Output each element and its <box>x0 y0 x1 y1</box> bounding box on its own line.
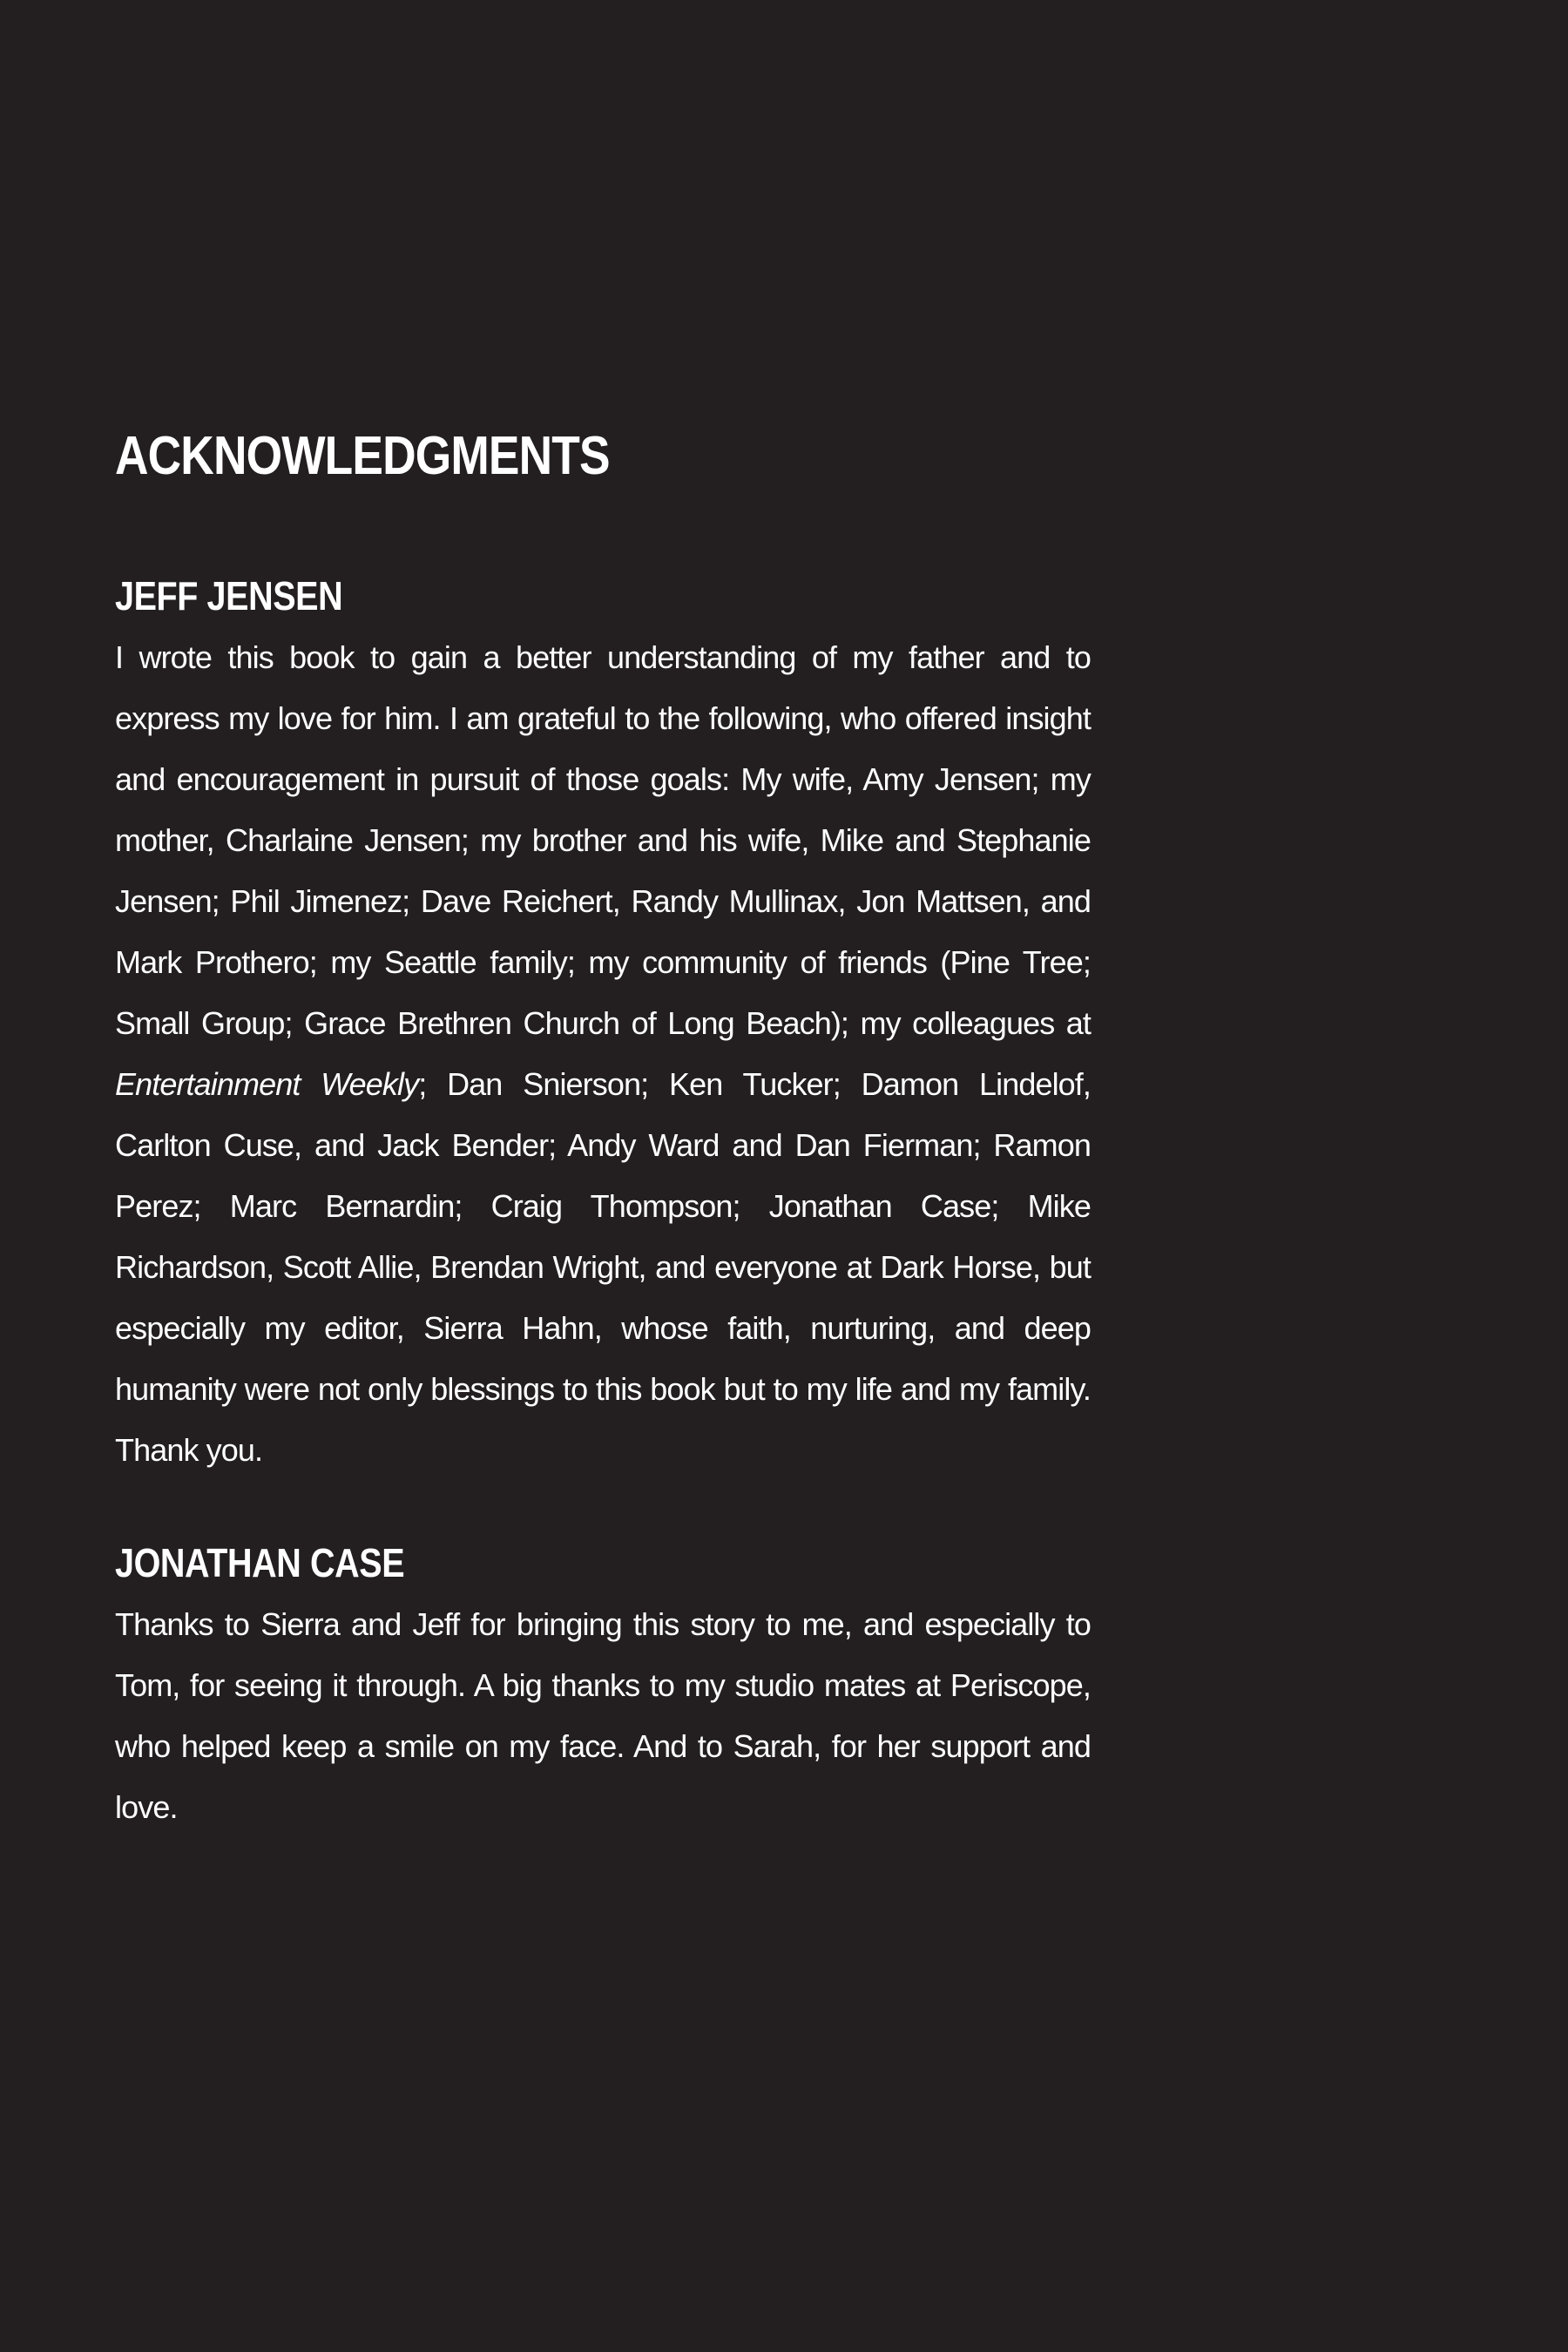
page-title: ACKNOWLEDGMENTS <box>115 426 610 486</box>
publication-title: Entertainment Weekly <box>115 1066 419 1102</box>
section-jeff-jensen <box>115 571 1091 1481</box>
section-body: Thanks to Sierra and Jeff for bringing this story to me, and especially to Tom, for seeing it through. A big thanks to my studio mates at Periscope, who helped keep a smile on my face. And to Sarah, for her support and love. <box>115 1606 1091 1825</box>
section-body <box>115 627 1091 1481</box>
section-jonathan-case <box>115 1538 1091 1838</box>
body-text-part: ; Dan Snierson; Ken Tucker; Damon Lindelof, Carlton Cuse, and Jack Bender; Andy Ward and Dan Fierman; Ramon Perez; Marc Bernardin; Craig Thompson; Jonathan Case; Mike Richardson, Scott Allie, Brendan Wright, and everyone at Dark Horse, but especially my editor, Sierra Hahn, whose faith, nurturing, and deep humanity were not only blessings to this book but to my life and my family. Thank you. <box>115 1066 1091 1468</box>
section-heading: JONATHAN CASE <box>115 1540 405 1585</box>
body-text-part: I wrote this book to gain a better understanding of my father and to express my love for him. I am grateful to the following, who offered insight and encouragement in pursuit of those goals: My wife, Amy Jensen; my mother, Charlaine Jensen; my brother and his wife, Mike and Stephanie Jensen; Phil Jimenez; Dave Reichert, Randy Mullinax, Jon Mattsen, and Mark Prothero; my Seattle family; my community of friends (Pine Tree; Small Group; Grace Brethren Church of Long Beach); my colleagues at <box>115 639 1091 1041</box>
section-heading: JEFF JENSEN <box>115 573 343 618</box>
